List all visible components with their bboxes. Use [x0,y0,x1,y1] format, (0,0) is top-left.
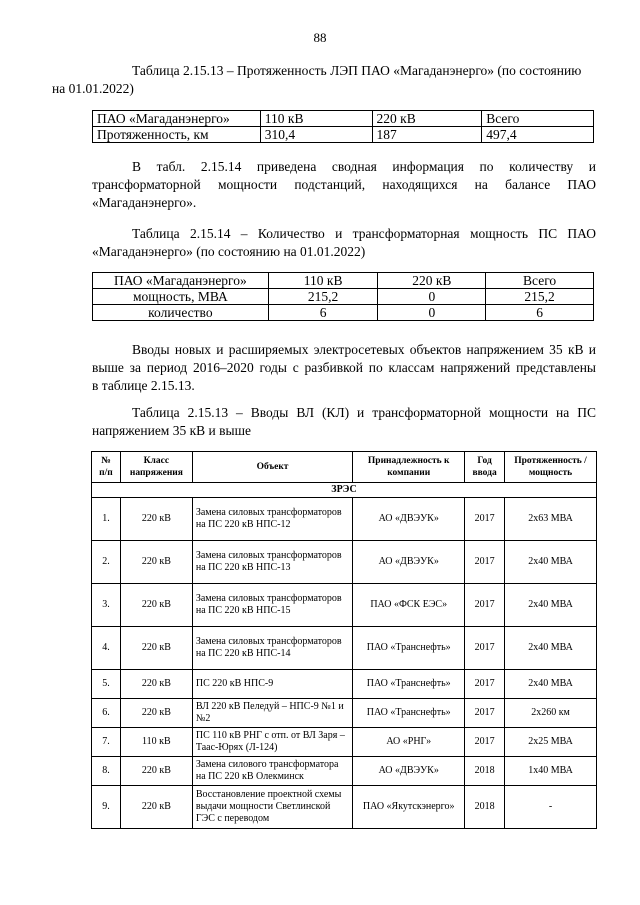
table-cell: 6 [268,305,378,321]
table-cell-n: 3. [92,584,121,627]
line-length-table [92,110,594,143]
table-cell-cap: 1х40 МВА [505,757,597,786]
table-cell-cls: 110 кВ [120,728,192,757]
table-row [92,699,597,728]
table-cell-year: 2017 [465,541,505,584]
table-cell-obj: ПС 220 кВ НПС-9 [192,670,352,699]
commissioning-table [91,451,597,829]
table-cell-cls: 220 кВ [120,627,192,670]
table-row [92,627,597,670]
table-cell-n: 1. [92,498,121,541]
table-cell-owner: ПАО «Транснефть» [353,670,465,699]
table-cell-obj: Замена силовых трансформаторов на ПС 220 кВ НПС-13 [192,541,352,584]
table-cell-cap: 2х25 МВА [505,728,597,757]
table-cell-obj: ПС 110 кВ РНГ с отп. от ВЛ Заря – Таас-Юрях (Л-124) [192,728,352,757]
table-cell: 187 [372,127,482,143]
table-cell-owner: АО «ДВЭУК» [353,541,465,584]
table3-caption [92,404,596,440]
table-row [93,289,594,305]
table-cell-cls: 220 кВ [120,541,192,584]
table-cell-year: 2017 [465,498,505,541]
table-cell-cap: 2х40 МВА [505,541,597,584]
table-cell-n: 6. [92,699,121,728]
table-cell-obj: ВЛ 220 кВ Пеледуй – НПС-9 №1 и №2 [192,699,352,728]
table-cell-year: 2017 [465,699,505,728]
table-cell: 0 [378,289,486,305]
caption-line: Таблица 2.15.13 – Протяженность ЛЭП ПАО «Магаданэнерго» (по состоянию [132,63,582,78]
commissioning-paragraph [92,341,596,395]
column-header: Объект [192,452,352,483]
table-cell-obj: Замена силовых трансформаторов на ПС 220 кВ НПС-15 [192,584,352,627]
table-cell-cls: 220 кВ [120,757,192,786]
table-cell-cap: 2х40 МВА [505,584,597,627]
table2-caption [92,225,596,261]
table-cell-n: 2. [92,541,121,584]
paragraph-line: В табл. 2.15.14 приведена сводная информация по количеству и [132,159,596,174]
table-cell: Протяженность, км [93,127,261,143]
table-cell-owner: АО «ДВЭУК» [353,757,465,786]
table-cell-n: 4. [92,627,121,670]
table-cell-owner: ПАО «Транснефть» [353,627,465,670]
table-row [93,305,594,321]
table-cell-year: 2018 [465,757,505,786]
table-cell-cls: 220 кВ [120,699,192,728]
paragraph-line: трансформаторной мощности подстанций, находящихся на балансе ПАО [92,177,596,192]
table-cell-owner: ПАО «Якутскэнерго» [353,786,465,829]
table-cell-year: 2017 [465,584,505,627]
table-cell-owner: АО «ДВЭУК» [353,498,465,541]
table-cell: 215,2 [268,289,378,305]
table-cell: мощность, МВА [93,289,269,305]
table-cell-n: 9. [92,786,121,829]
table-cell: 6 [486,305,594,321]
caption-line: Таблица 2.15.13 – Вводы ВЛ (КЛ) и трансформаторной мощности на ПС [132,405,596,420]
table-row [92,757,597,786]
section-label: ЗРЭС [92,483,597,498]
column-header: Год ввода [465,452,505,483]
table-cell: 0 [378,305,486,321]
table-row [93,273,594,289]
table-row [92,541,597,584]
table-cell-n: 7. [92,728,121,757]
table-cell: 110 кВ [260,111,372,127]
column-header: Протяженность / мощность [505,452,597,483]
table-cell-year: 2017 [465,627,505,670]
page-number: 88 [313,30,327,45]
caption-line: напряжением 35 кВ и выше [92,423,251,438]
table-cell-cap: 2х63 МВА [505,498,597,541]
column-header: № п/п [92,452,121,483]
paragraph-line: Вводы новых и расширяемых электросетевых объектов напряжением 35 кВ и [132,342,596,357]
table-row [92,670,597,699]
table-cell-year: 2017 [465,728,505,757]
table-cell: 110 кВ [268,273,378,289]
table-cell-cls: 220 кВ [120,786,192,829]
caption-line: на 01.01.2022) [52,81,134,96]
caption-line: Таблица 2.15.14 – Количество и трансформаторная мощность ПС ПАО [132,226,596,241]
table-cell: 310,4 [260,127,372,143]
table-row [93,111,594,127]
intro-paragraph [92,158,596,212]
table-cell-cap: 2х40 МВА [505,627,597,670]
paragraph-line: выше за период 2016–2020 годы с разбивкой по классам напряжений представлены [92,360,596,375]
table1-caption [52,62,596,98]
substation-table [92,272,594,321]
table-row [92,786,597,829]
table-cell: количество [93,305,269,321]
column-header: Класс напряжения [120,452,192,483]
table-cell-cap: 2х40 МВА [505,670,597,699]
paragraph-line: «Магаданэнерго». [92,195,197,210]
table-cell: ПАО «Магаданэнерго» [93,111,261,127]
table-cell-cap: 2х260 км [505,699,597,728]
table-cell: 220 кВ [378,273,486,289]
column-header: Принадлежность к компании [353,452,465,483]
table-cell-cls: 220 кВ [120,584,192,627]
section-row [92,483,597,498]
table-cell-owner: ПАО «ФСК ЕЭС» [353,584,465,627]
table-cell-owner: ПАО «Транснефть» [353,699,465,728]
paragraph-line: в таблице 2.15.13. [92,378,195,393]
table-cell: 215,2 [486,289,594,305]
table-cell-year: 2017 [465,670,505,699]
table-cell-year: 2018 [465,786,505,829]
table-cell-cls: 220 кВ [120,670,192,699]
table-cell-n: 5. [92,670,121,699]
table-cell: ПАО «Магаданэнерго» [93,273,269,289]
table-cell-cap: - [505,786,597,829]
table-cell-n: 8. [92,757,121,786]
table-cell-obj: Замена силовых трансформаторов на ПС 220 кВ НПС-14 [192,627,352,670]
table-row [92,728,597,757]
table-cell: 220 кВ [372,111,482,127]
table-cell-obj: Восстановление проектной схемы выдачи мощности Светлинской ГЭС с переводом [192,786,352,829]
table-row [92,584,597,627]
table-row [92,498,597,541]
table-cell-owner: АО «РНГ» [353,728,465,757]
table-cell-obj: Замена силовых трансформаторов на ПС 220 кВ НПС-12 [192,498,352,541]
table-cell: Всего [482,111,594,127]
caption-line: «Магаданэнерго» (по состоянию на 01.01.2022) [92,244,366,259]
table-header-row [92,452,597,483]
table-cell: Всего [486,273,594,289]
table-cell: 497,4 [482,127,594,143]
table-cell-obj: Замена силового трансформатора на ПС 220 кВ Олекминск [192,757,352,786]
table-cell-cls: 220 кВ [120,498,192,541]
table-row [93,127,594,143]
